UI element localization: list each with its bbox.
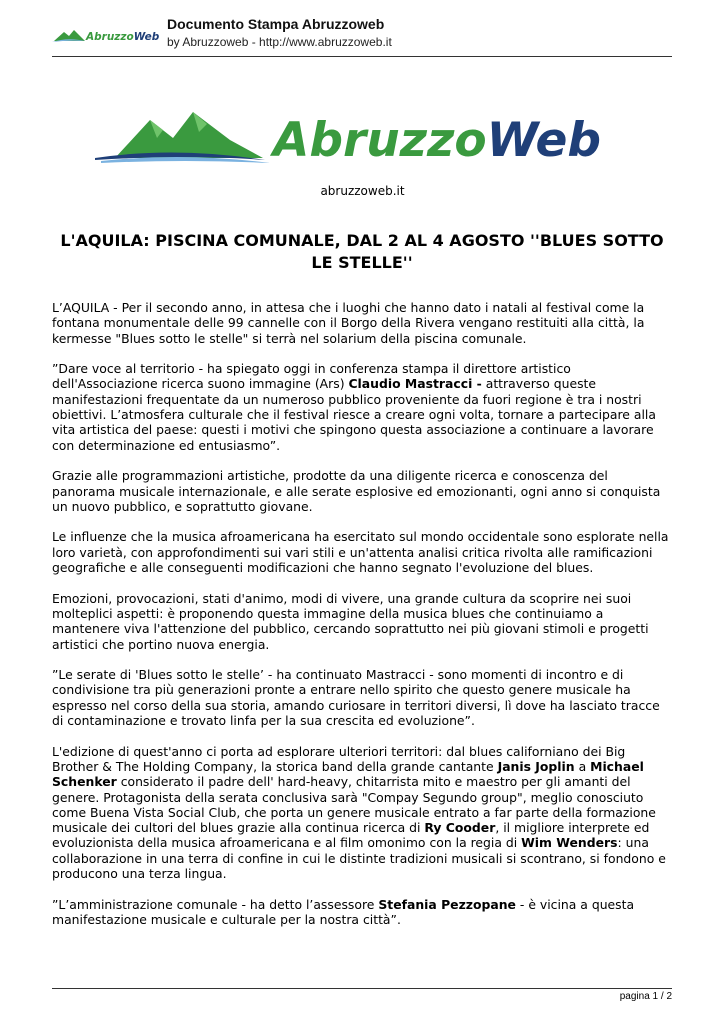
document-title: Documento Stampa Abruzzoweb (167, 16, 385, 32)
page-number: pagina 1 / 2 (619, 991, 672, 1002)
paragraph-6: ”Le serate di 'Blues sotto le stelle’ - ha continuato Mastracci - sono momenti di incontro e di condivisione tra più generazioni pronte a entrare nello spirito che questo genere musicale ha espresso nel corso della sua storia, amando curiosare in territori diversi, lì dove ha lasciato tracce di contaminazione e trovato linfa per la sua crescita ed evoluzione”. (52, 667, 660, 729)
paragraph-5: Emozioni, provocazioni, stati d'animo, modi di vivere, una grande cultura da scoprire nei suoi molteplici aspetti: è proponendo questa immagine della musica blues che continuiamo a mantenere viva l'attenzione del pubblico, cercando soprattutto nei più giovani stimoli e progetti artistici che portino nuova energia. (52, 590, 649, 652)
article-body (52, 300, 672, 942)
page-footer (52, 988, 672, 1002)
logo-wordmark: AbruzzoWeb (273, 113, 602, 168)
paragraph-2: ”Dare voce al territorio - ha spiegato oggi in conferenza stampa il direttore artistico dell'Associazione ricerca suono immagine (Ars) Claudio Mastracci - attraverso queste manifestazioni frequentate da un numeroso pubblico proveniente da fuori regione è tra i nostri obiettivi. L’atmosfera culturale che il festival riesce a creare ogni volta, tornare a partecipare alla vita artistica del paese: questi i motivi che spingono questa associazione a continuare a lavorare con determinazione ed entusiasmo”. (52, 361, 656, 453)
abruzzoweb-small-logo (52, 24, 160, 46)
paragraph-4: Le influenze che la musica afroamericana ha esercitato sul mondo occidentale sono esplorate nella loro varietà, con approfondimenti sui vari stili e un'attenta analisi critica rivolta alle ramificazioni geografiche e alle conseguenti modificazioni che hanno segnato l'evoluzione del blues. (52, 529, 669, 576)
paragraph-1: L’AQUILA - Per il secondo anno, in attesa che i luoghi che hanno dato i natali al festival come la fontana monumentale delle 99 cannelle con il Borgo della Rivera vengano restituiti alla città, la kermesse "Blues sotto le stelle" si terrà nel solarium della piscina comunale. (52, 300, 645, 346)
abruzzoweb-logo (95, 108, 605, 170)
site-name: abruzzoweb.it (320, 184, 405, 198)
document-byline: by Abruzzoweb - http://www.abruzzoweb.it (167, 35, 392, 49)
page-header (52, 16, 672, 57)
paragraph-7: L'edizione di quest'anno ci porta ad esplorare ulteriori territori: dal blues californiano dei Big Brother & The Holding Company, la storica band della grande cantante Janis Joplin a Michael Schenker considerato il padre dell' hard-heavy, chitarrista mito e maestro per gli amanti del genere. Protagonista della serata conclusiva sarà "Compay Segundo group", meglio conosciuto come Buena Vista Social Club, che porta un genere musicale entrato a far parte della formazione musicale dei cultori del blues grazie alla continua ricerca di Ry Cooder, il migliore interprete ed evoluzionista della musica afroamericana e al film omonimo con la regia di Wim Wenders: una collaborazione in una terra di confine in cui le distinte tradizioni musicali si scontrano, si fondono e producono una terza lingua. (52, 743, 666, 881)
svg-text:AbruzzoWeb: AbruzzoWeb (86, 31, 160, 43)
article-title: L'AQUILA: PISCINA COMUNALE, DAL 2 AL 4 AGOSTO ''BLUES SOTTO LE STELLE'' (60, 231, 664, 272)
paragraph-8: ”L’amministrazione comunale - ha detto l’assessore Stefania Pezzopane - è vicina a questa manifestazione musicale e culturale per la nostra città”. (52, 896, 635, 927)
paragraph-3: Grazie alle programmazioni artistiche, prodotte da una diligente ricerca e conoscenza del panorama musicale internazionale, e alle serate esplosive ed emozionanti, ogni anno si conquista un nuovo pubblico, e soprattutto giovane. (52, 468, 661, 514)
